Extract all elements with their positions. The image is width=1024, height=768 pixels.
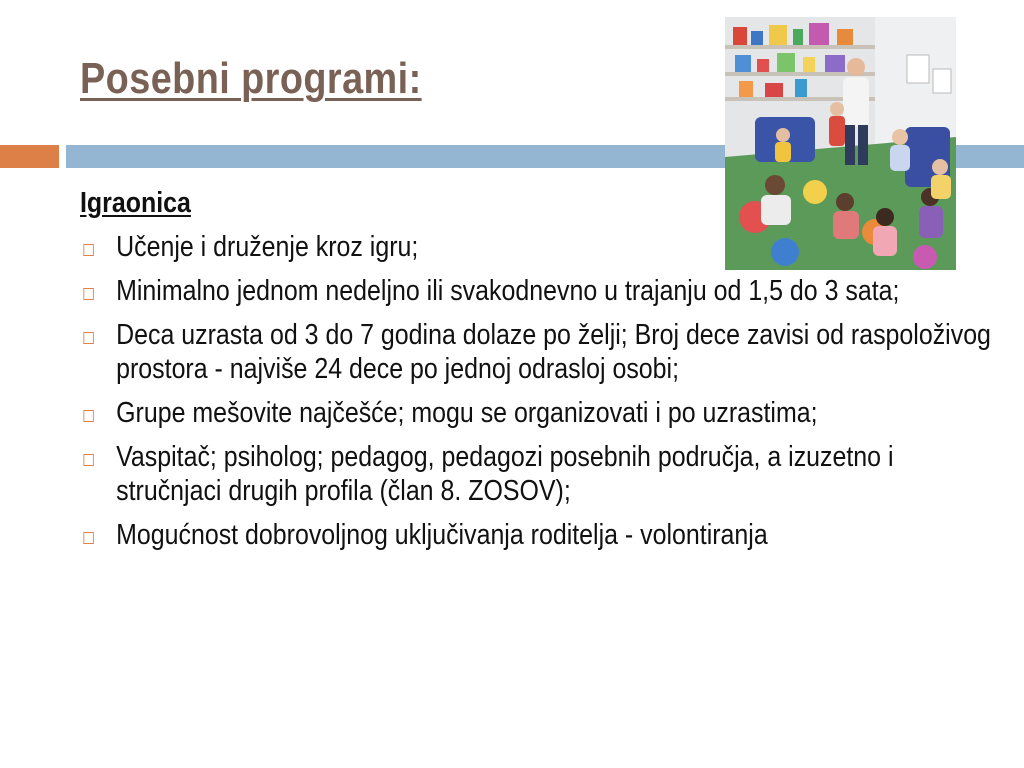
list-item [80, 230, 1000, 264]
bullet-text: Grupe mešovite najčešće; mogu se organizovati i po uzrastima; [116, 397, 818, 429]
hollow-square-bullet-icon [83, 244, 93, 256]
slide-content [80, 186, 1000, 562]
list-item [80, 396, 1000, 430]
bullet-text: Vaspitač; psiholog; pedagog, pedagozi posebnih područja, a izuzetno i stručnjaci drugih profila (član 8. ZOSOV); [116, 441, 894, 507]
bullet-text: Deca uzrasta od 3 do 7 godina dolaze po želji; Broj dece zavisi od raspoloživog prostora - najviše 24 dece po jednoj odrasloj osobi; [116, 319, 991, 385]
list-item [80, 518, 1000, 552]
bullet-list [80, 230, 1000, 552]
bullet-text: Mogućnost dobrovoljnog uključivanja roditelja - volontiranja [116, 519, 768, 551]
list-item [80, 440, 1000, 508]
hollow-square-bullet-icon [83, 454, 93, 466]
bullet-text: Učenje i druženje kroz igru; [116, 231, 419, 263]
bullet-text: Minimalno jednom nedeljno ili svakodnevno u trajanju od 1,5 do 3 sata; [116, 275, 900, 307]
hollow-square-bullet-icon [83, 288, 93, 300]
hollow-square-bullet-icon [83, 332, 93, 344]
hollow-square-bullet-icon [83, 532, 93, 544]
list-item [80, 274, 1000, 308]
hollow-square-bullet-icon [83, 410, 93, 422]
accent-band-orange [0, 145, 59, 168]
subheading-igraonica: Igraonica [80, 187, 191, 219]
list-item [80, 318, 1000, 386]
slide-title: Posebni programi: [80, 54, 422, 103]
